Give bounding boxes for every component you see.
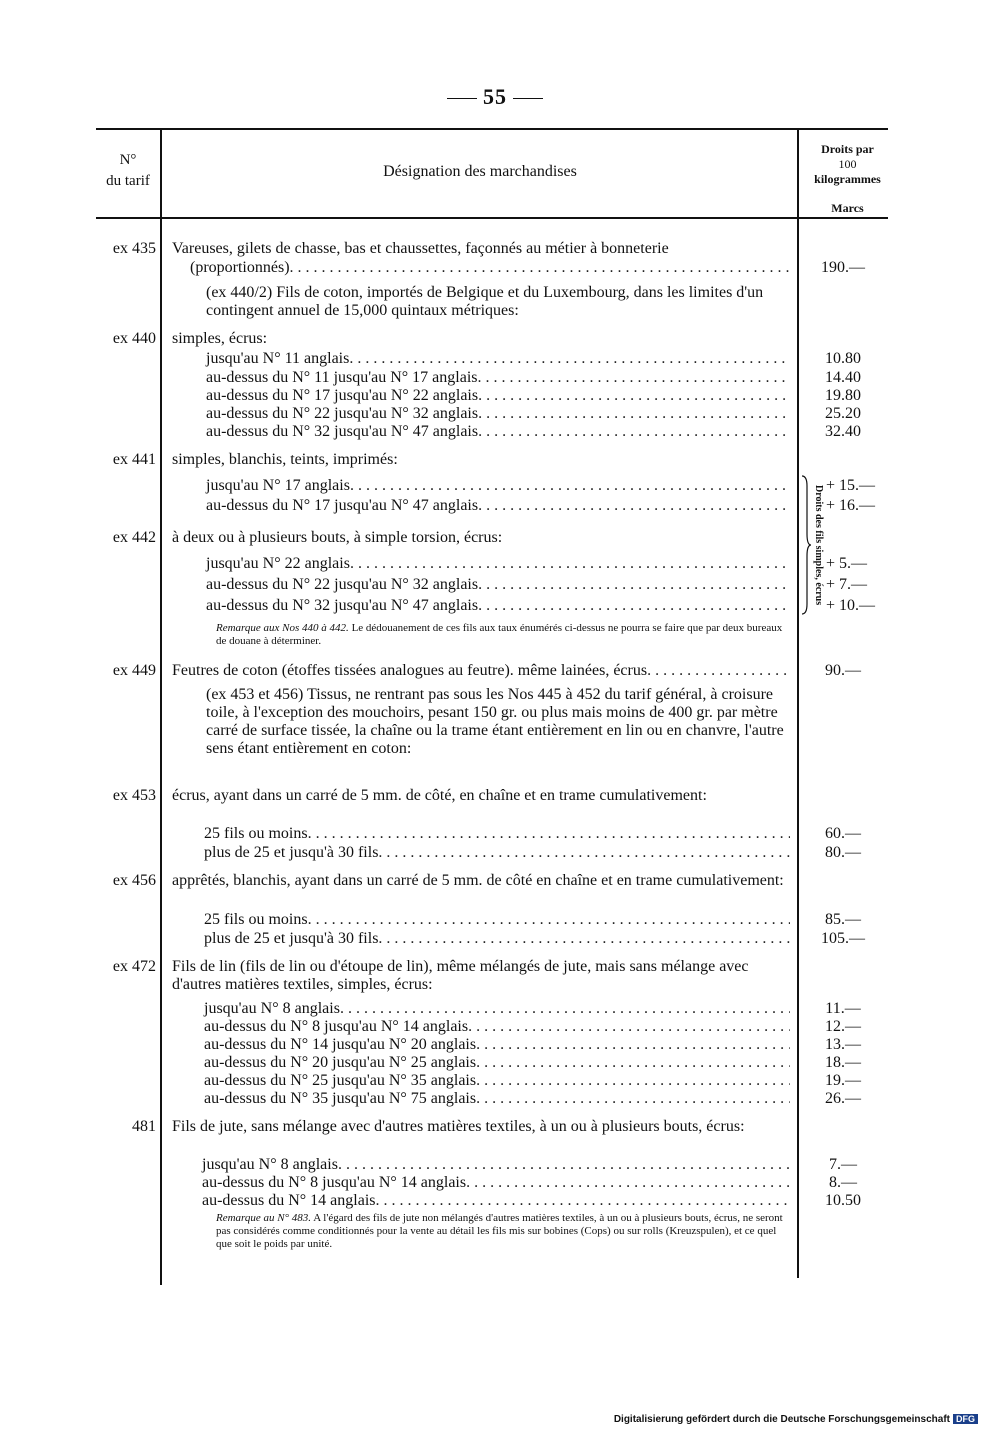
leader-dots <box>338 1156 790 1174</box>
row-heading: écrus, ayant dans un carré de 5 mm. de côté, en chaîne et en trame cumulativement: <box>172 787 707 804</box>
row-line-label: au-dessus du N° 25 jusqu'au N° 35 anglais <box>204 1072 477 1089</box>
duty-value: 12.— <box>825 1018 861 1035</box>
duty-value: 90.— <box>825 662 861 679</box>
row-line <box>204 844 790 862</box>
remark-title: Remarque au N° 483. <box>216 1212 312 1224</box>
section-note-text: (ex 453 et 456) Tissus, ne rentrant pas sous les Nos 445 à 452 du tarif général, à croisure toile, à l'exception des mouchoirs, pesant 150 gr. ou plus mais moins de 400 gr. par mètre carré de surface tissée, la chaîne ou la trame étant entièrement en lin ou en chanvre, l'autre sens étant entièrement en coton: <box>206 686 784 757</box>
header-designation: Désignation des marchandises <box>383 163 577 180</box>
page-number-text: 55 <box>483 84 507 109</box>
row-line <box>206 597 790 615</box>
remark <box>216 1212 790 1251</box>
row-line-label: (proportionnés) <box>190 259 290 276</box>
leader-dots <box>340 1000 790 1018</box>
row-line <box>206 350 790 368</box>
header-du-tarif-label: du tarif <box>106 173 150 189</box>
header-duties <box>800 142 895 187</box>
leader-dots <box>375 1192 790 1210</box>
row-line-label: au-dessus du N° 22 jusqu'au N° 32 anglais <box>206 576 479 593</box>
row-line <box>206 477 790 495</box>
leader-dots <box>378 844 790 862</box>
row-line-label: jusqu'au N° 17 anglais <box>206 477 350 494</box>
tarif-number: ex 453 <box>112 787 156 804</box>
duty-value: + 15.— <box>826 477 876 494</box>
remark-text: A l'égard des fils de jute non mélangés d'autres matières textiles, à un ou à plusieurs bouts, écrus, ne seront pas considérés comme conditionnés pour la vente au détail les fils mis sur bobines (Cops) ou sur rolls (Kreuzspulen), et ce quel que soit le poids par unité. <box>216 1212 783 1250</box>
header-duties-unit: Marcs <box>831 201 864 215</box>
row-line <box>206 387 790 405</box>
leader-dots <box>476 1036 790 1054</box>
row-line-label: au-dessus du N° 17 jusqu'au N° 47 anglais <box>206 497 479 514</box>
footer-text: Digitalisierung gefördert durch die Deutsche Forschungsgemeinschaft <box>613 1414 950 1425</box>
row-line <box>206 369 790 387</box>
row-line <box>204 1090 790 1108</box>
row-heading: simples, écrus: <box>172 330 268 347</box>
leader-dots <box>478 369 791 387</box>
row-line <box>206 576 790 594</box>
row-description: Vareuses, gilets de chasse, bas et chaussettes, façonnés au métier à bonneterie <box>172 240 669 257</box>
duty-value: 7.— <box>829 1156 857 1173</box>
row-line-label: au-dessus du N° 32 jusqu'au N° 47 anglais <box>206 597 479 614</box>
row-heading: simples, blanchis, teints, imprimés: <box>172 451 398 468</box>
brace-note: Droits des fils simples, écrus <box>813 484 824 606</box>
duty-value: 18.— <box>825 1054 861 1071</box>
duty-value: 32.40 <box>825 423 861 440</box>
header-duties-line1: Droits par <box>821 142 874 156</box>
row-line-label: jusqu'au N° 22 anglais <box>206 555 350 572</box>
row-line <box>202 1156 790 1174</box>
remark-text: Le dédouanement de ces fils aux taux énumérés ci-dessus ne pourra se faire que par deux bureaux de douane à déterminer. <box>216 622 783 647</box>
row-line-label: au-dessus du N° 8 jusqu'au N° 14 anglais <box>202 1174 467 1191</box>
row-line-label: au-dessus du N° 14 anglais <box>202 1192 376 1209</box>
row-line <box>202 1192 790 1210</box>
leader-dots <box>349 350 790 368</box>
duty-value: 10.50 <box>825 1192 861 1209</box>
tarif-number: ex 441 <box>112 451 156 468</box>
leader-dots <box>308 825 790 843</box>
row-line <box>204 1000 790 1018</box>
row-line <box>204 930 790 948</box>
row-line <box>204 1054 790 1072</box>
leader-dots <box>478 597 790 615</box>
duty-value: 14.40 <box>825 369 861 386</box>
row-line <box>172 662 790 680</box>
duty-value: 26.— <box>825 1090 861 1107</box>
leader-dots <box>476 1054 790 1072</box>
row-line <box>204 1036 790 1054</box>
row-line-label: jusqu'au N° 11 anglais <box>206 350 350 367</box>
leader-dots <box>478 497 790 515</box>
row-heading: Fils de lin (fils de lin ou d'étoupe de lin), même mélangés de jute, mais sans mélange avec d'autres matières textiles, simples, écrus: <box>172 958 749 993</box>
duty-value: 8.— <box>829 1174 857 1191</box>
remark-title: Remarque aux Nos 440 à 442. <box>216 622 349 634</box>
page-number <box>430 84 560 110</box>
footer <box>614 1414 978 1425</box>
leader-dots <box>478 576 790 594</box>
duty-value: 11.— <box>825 1000 861 1017</box>
header-duties-line2: 100 <box>838 157 857 171</box>
row-heading: Fils de jute, sans mélange avec d'autres matières textiles, à un ou à plusieurs bouts, écrus: <box>172 1118 745 1135</box>
row-line <box>206 555 790 573</box>
header-tarif <box>96 150 160 192</box>
duty-value: + 16.— <box>826 497 876 514</box>
duty-value: 80.— <box>825 844 861 861</box>
row-line-label: au-dessus du N° 35 jusqu'au N° 75 anglais <box>204 1090 477 1107</box>
tarif-number: ex 440 <box>112 330 156 347</box>
row-line-label: Feutres de coton (étoffes tissées analogues au feutre). même lainées, écrus <box>172 662 648 679</box>
leader-dots <box>290 259 790 277</box>
tarif-number: ex 456 <box>112 872 156 889</box>
dfg-logo: DFG <box>953 1414 978 1424</box>
row-line <box>206 423 790 441</box>
row-line-label: jusqu'au N° 8 anglais <box>202 1156 338 1173</box>
row-line-label: au-dessus du N° 8 jusqu'au N° 14 anglais <box>204 1018 469 1035</box>
tarif-number: ex 472 <box>112 958 156 975</box>
row-line-label: 25 fils ou moins <box>204 911 308 928</box>
column-rule-right <box>797 128 799 1278</box>
row-line-label: au-dessus du N° 20 jusqu'au N° 25 anglais <box>204 1054 477 1071</box>
dash-right <box>513 98 543 99</box>
row-line-label: plus de 25 et jusqu'à 30 fils <box>204 930 379 947</box>
duty-value: 10.80 <box>825 350 861 367</box>
row-line-label: plus de 25 et jusqu'à 30 fils <box>204 844 379 861</box>
row-line <box>204 911 790 929</box>
row-line <box>204 1018 790 1036</box>
tarif-number: ex 442 <box>112 529 156 546</box>
section-note-text: (ex 440/2) Fils de coton, importés de Belgique et du Luxembourg, dans les limites d'un contingent annuel de 15,000 quintaux métriques: <box>206 284 764 319</box>
duty-value: + 5.— <box>826 555 868 572</box>
tarif-number: ex 435 <box>112 240 156 257</box>
header-no-label: N° <box>119 152 137 168</box>
row-line <box>204 1072 790 1090</box>
leader-dots <box>478 387 790 405</box>
row-line <box>204 825 790 843</box>
leader-dots <box>350 555 790 573</box>
duty-value: 190.— <box>821 259 865 276</box>
leader-dots <box>378 930 790 948</box>
row-line-label: 25 fils ou moins <box>204 825 308 842</box>
duty-value: 19.80 <box>825 387 861 404</box>
duty-value: 105.— <box>821 930 865 947</box>
row-heading: apprêtés, blanchis, ayant dans un carré de 5 mm. de côté en chaîne et en trame cumulativement: <box>172 872 784 889</box>
row-line-label: au-dessus du N° 14 jusqu'au N° 20 anglais <box>204 1036 477 1053</box>
row-line-label: jusqu'au N° 8 anglais <box>204 1000 340 1017</box>
leader-dots <box>478 405 790 423</box>
duty-value: + 10.— <box>826 597 876 614</box>
leader-dots <box>468 1018 790 1036</box>
leader-dots <box>350 477 790 495</box>
tarif-number: 481 <box>132 1118 156 1135</box>
row-line-label: au-dessus du N° 17 jusqu'au N° 22 anglais <box>206 387 479 404</box>
duty-value: 13.— <box>825 1036 861 1053</box>
duty-value: 85.— <box>825 911 861 928</box>
duty-value: + 7.— <box>826 576 868 593</box>
row-line <box>206 497 790 515</box>
leader-dots <box>476 1072 790 1090</box>
row-line <box>190 259 790 277</box>
column-rule-left <box>160 128 162 1285</box>
dash-left <box>447 98 477 99</box>
row-line-label: au-dessus du N° 11 jusqu'au N° 17 anglais <box>206 369 478 386</box>
leader-dots <box>478 423 790 441</box>
row-heading: à deux ou à plusieurs bouts, à simple torsion, écrus: <box>172 529 503 546</box>
remark <box>216 622 790 648</box>
duty-value: 60.— <box>825 825 861 842</box>
header-bottom-rule <box>96 217 888 219</box>
tarif-number: ex 449 <box>112 662 156 679</box>
leader-dots <box>308 911 790 929</box>
table-top-rule <box>96 128 888 130</box>
duty-value: 19.— <box>825 1072 861 1089</box>
duty-value: 25.20 <box>825 405 861 422</box>
row-line <box>206 405 790 423</box>
section-note <box>206 284 790 320</box>
leader-dots <box>647 662 790 680</box>
leader-dots <box>476 1090 790 1108</box>
row-line-label: au-dessus du N° 22 jusqu'au N° 32 anglais <box>206 405 479 422</box>
leader-dots <box>466 1174 790 1192</box>
row-line-label: au-dessus du N° 32 jusqu'au N° 47 anglais <box>206 423 479 440</box>
row-line <box>202 1174 790 1192</box>
header-duties-line3: kilogrammes <box>814 172 881 186</box>
section-note <box>206 686 790 758</box>
